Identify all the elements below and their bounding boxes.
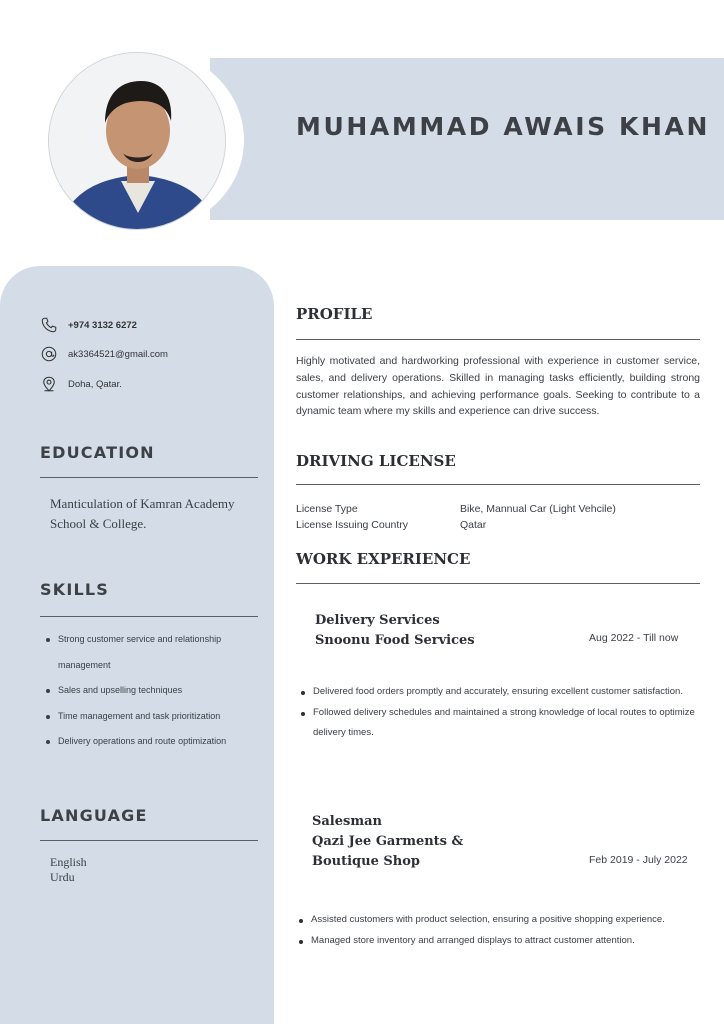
- job-bullet: Managed store inventory and arranged displays to attract customer attention.: [297, 931, 697, 952]
- skill-item: Sales and upselling techniques: [44, 678, 264, 704]
- job-bullet: Delivered food orders promptly and accurately, ensuring excellent customer satisfaction.: [299, 682, 699, 703]
- profile-photo: [48, 52, 226, 230]
- contact-location: [40, 375, 122, 393]
- language-list: [50, 855, 87, 885]
- job-bullet: Followed delivery schedules and maintained a strong knowledge of local routes to optimize delivery times.: [299, 703, 699, 744]
- license-row: [296, 519, 487, 531]
- job-role: Salesman: [312, 814, 382, 829]
- job-bullet: Assisted customers with product selection, ensuring a positive shopping experience.: [297, 910, 697, 931]
- education-heading: EDUCATION: [40, 443, 155, 462]
- full-name: MUHAMMAD AWAIS KHAN: [296, 112, 711, 141]
- license-value: Bike, Mannual Car (Light Vehcile): [460, 503, 616, 515]
- skills-list: [44, 627, 264, 755]
- license-label: License Type: [296, 503, 358, 515]
- email-text: ak3364521@gmail.com: [68, 348, 168, 360]
- phone-text: +974 3132 6272: [68, 319, 137, 331]
- job-bullets: [299, 682, 699, 744]
- language-item: Urdu: [50, 870, 75, 884]
- skill-item: Time management and task prioritization: [44, 704, 264, 730]
- job-company: Qazi Jee Garments &: [312, 834, 464, 849]
- contact-phone: [40, 316, 137, 334]
- job-role: Delivery Services: [315, 613, 440, 628]
- location-text: Doha, Qatar.: [68, 378, 122, 390]
- person-portrait-icon: [49, 53, 226, 230]
- skills-heading: SKILLS: [40, 580, 109, 599]
- phone-icon: [40, 316, 58, 334]
- license-divider: [296, 484, 700, 485]
- skill-item: Delivery operations and route optimization: [44, 729, 264, 755]
- education-divider: [40, 477, 258, 478]
- at-sign-icon: [40, 345, 58, 363]
- license-value: Qatar: [460, 519, 487, 531]
- skills-divider: [40, 616, 258, 617]
- job-dates: Feb 2019 - July 2022: [589, 854, 688, 866]
- license-label: License Issuing Country: [296, 519, 409, 531]
- profile-divider: [296, 339, 700, 340]
- profile-heading: PROFILE: [296, 305, 373, 323]
- license-row: [296, 503, 616, 515]
- profile-text: Highly motivated and hardworking professional with experience in customer service, sales, and delivery operations. Skilled in managing tasks efficiently, building strong customer relationships, and achieving performance goals. Seeking to contribute to a dynamic team where my skills and experience can drive success.: [296, 355, 700, 418]
- work-heading: WORK EXPERIENCE: [296, 550, 471, 568]
- language-heading: LANGUAGE: [40, 806, 148, 825]
- education-text: Manticulation of Kamran Academy School & College.: [50, 496, 235, 531]
- job-bullets: [297, 910, 697, 951]
- job-dates: Aug 2022 - Till now: [589, 632, 679, 644]
- license-heading: DRIVING LICENSE: [296, 452, 456, 470]
- work-divider: [296, 583, 700, 584]
- language-divider: [40, 840, 258, 841]
- map-pin-icon: [40, 375, 58, 393]
- job-company: Boutique Shop: [312, 854, 420, 869]
- job-company: Snoonu Food Services: [315, 633, 475, 648]
- contact-email: [40, 345, 168, 363]
- skill-item: Strong customer service and relationship management: [44, 627, 264, 678]
- language-item: English: [50, 855, 87, 869]
